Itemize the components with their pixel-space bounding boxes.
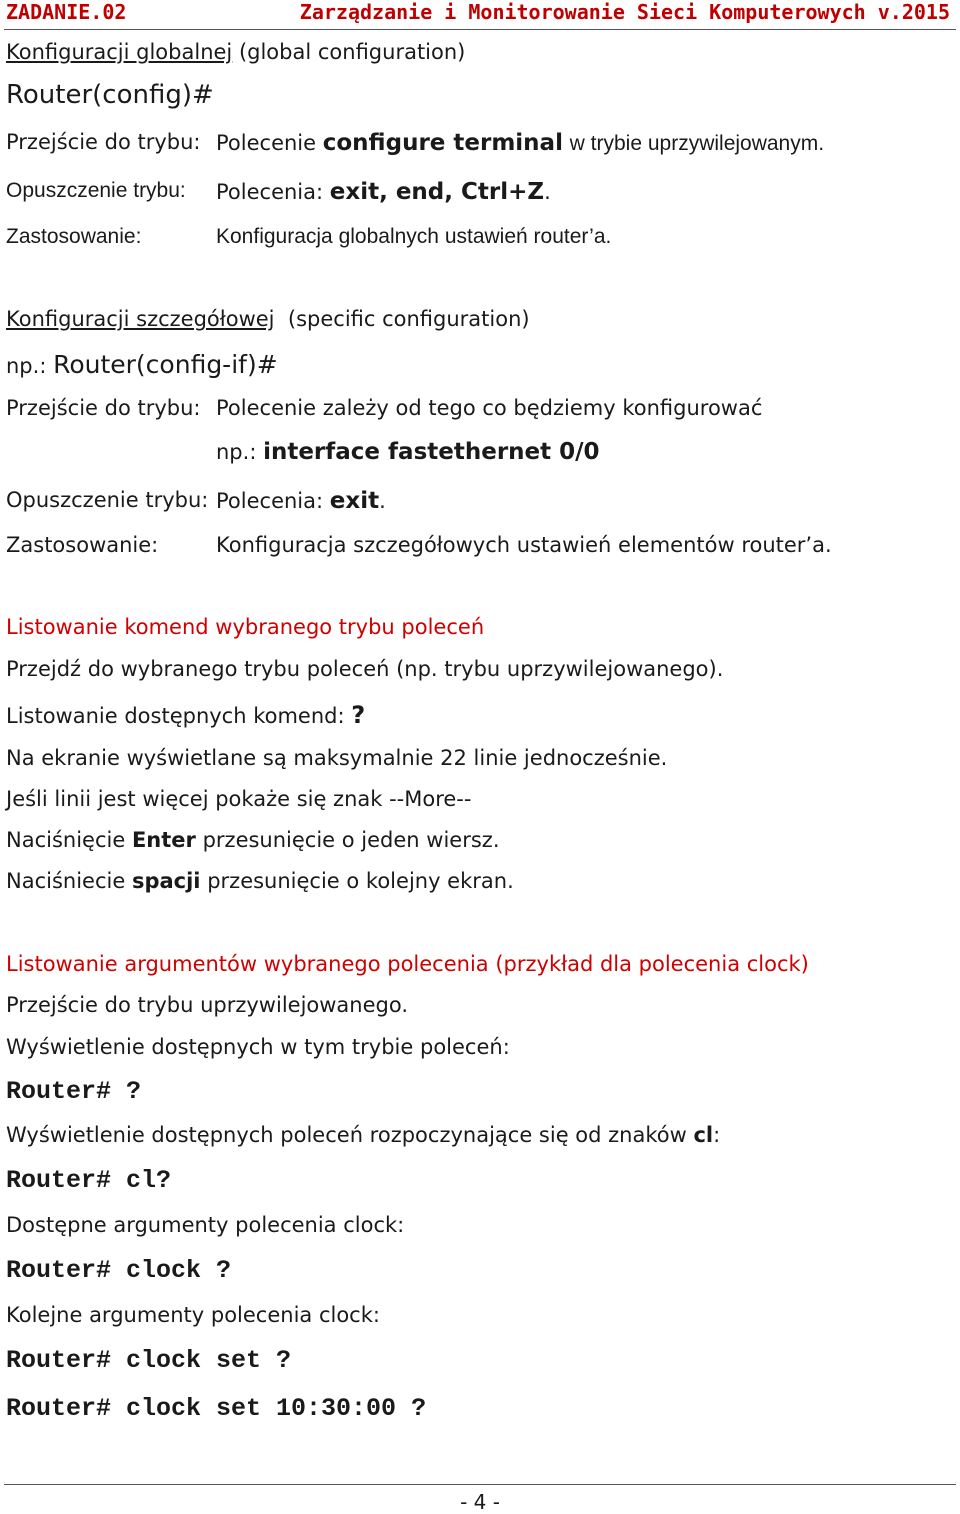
global-exit-label: Opuszczenie trybu: (6, 179, 186, 202)
args-command-3: Router# clock ? (6, 1256, 232, 1285)
listing-line-1: Przejdź do wybranego trybu poleceń (np. trybu uprzywilejowanego). (6, 657, 724, 681)
global-enter-command: configure terminal (322, 130, 563, 156)
specific-enter-text: Polecenie zależy od tego co będziemy konfigurować (216, 396, 763, 420)
specific-section-heading: Konfiguracji szczegółowej (specific configuration) (6, 307, 530, 331)
listing-section-heading: Listowanie komend wybranego trybu poleceń (6, 615, 485, 639)
listing-line-2: Listowanie dostępnych komend: ? (6, 701, 366, 729)
specific-example-command: interface fastethernet 0/0 (263, 439, 600, 465)
listing-line-3: Na ekranie wyświetlane są maksymalnie 22 linie jednocześnie. (6, 746, 668, 770)
listing-line-6: Naciśniecie spacji przesunięcie o kolejny ekran. (6, 869, 514, 893)
specific-use-label: Zastosowanie: (6, 533, 159, 557)
header-divider (4, 29, 956, 30)
footer-divider (4, 1484, 956, 1485)
args-line-5: Kolejne argumenty polecenia clock: (6, 1303, 380, 1327)
global-use-text: Konfiguracja globalnych ustawień router’a. (216, 225, 612, 248)
space-key: spacji (131, 869, 201, 893)
global-enter-text: Polecenie configure terminal w trybie uprzywilejowanym. (216, 130, 825, 156)
args-key-cl: cl (693, 1123, 714, 1147)
global-enter-label: Przejście do trybu: (6, 130, 201, 154)
args-section-heading: Listowanie argumentów wybranego polecenia (przykład dla polecenia clock) (6, 952, 809, 976)
args-command-1: Router# ? (6, 1077, 142, 1106)
global-use-label: Zastosowanie: (6, 225, 142, 248)
args-command-2: Router# cl? (6, 1166, 172, 1195)
page-header (6, 0, 950, 26)
header-course-title: Zarządzanie i Monitorowanie Sieci Komputerowych v.2015 (299, 0, 950, 24)
specific-prompt: Router(config-if)# (53, 350, 278, 379)
enter-key: Enter (131, 828, 196, 852)
global-exit-text: Polecenia: exit, end, Ctrl+Z. (216, 179, 551, 205)
args-line-2: Wyświetlenie dostępnych w tym trybie poleceń: (6, 1035, 510, 1059)
specific-use-text: Konfiguracja szczegółowych ustawień elementów router’a. (216, 533, 832, 557)
specific-exit-command: exit (329, 488, 380, 514)
global-prompt: Router(config)# (6, 80, 214, 110)
specific-exit-text: Polecenia: exit. (216, 488, 386, 514)
global-exit-commands: exit, end, Ctrl+Z (329, 179, 545, 205)
header-task-label: ZADANIE.02 (6, 0, 127, 24)
help-key: ? (351, 701, 366, 729)
specific-prompt-line: np.: Router(config-if)# (6, 350, 278, 379)
specific-exit-label: Opuszczenie trybu: (6, 488, 209, 512)
args-line-3: Wyświetlenie dostępnych poleceń rozpoczynające się od znaków cl: (6, 1123, 721, 1147)
args-line-1: Przejście do trybu uprzywilejowanego. (6, 993, 409, 1017)
args-command-5: Router# clock set 10:30:00 ? (6, 1394, 427, 1423)
args-command-4: Router# clock set ? (6, 1346, 292, 1375)
listing-line-5: Naciśnięcie Enter przesunięcie o jeden wiersz. (6, 828, 500, 852)
specific-enter-label: Przejście do trybu: (6, 396, 201, 420)
listing-line-4: Jeśli linii jest więcej pokaże się znak --More-- (6, 787, 472, 811)
page-number: - 4 - (460, 1490, 500, 1514)
args-line-4: Dostępne argumenty polecenia clock: (6, 1213, 405, 1237)
global-section-heading: Konfiguracji globalnej (global configuration) (6, 40, 466, 64)
specific-example: np.: interface fastethernet 0/0 (216, 439, 600, 465)
